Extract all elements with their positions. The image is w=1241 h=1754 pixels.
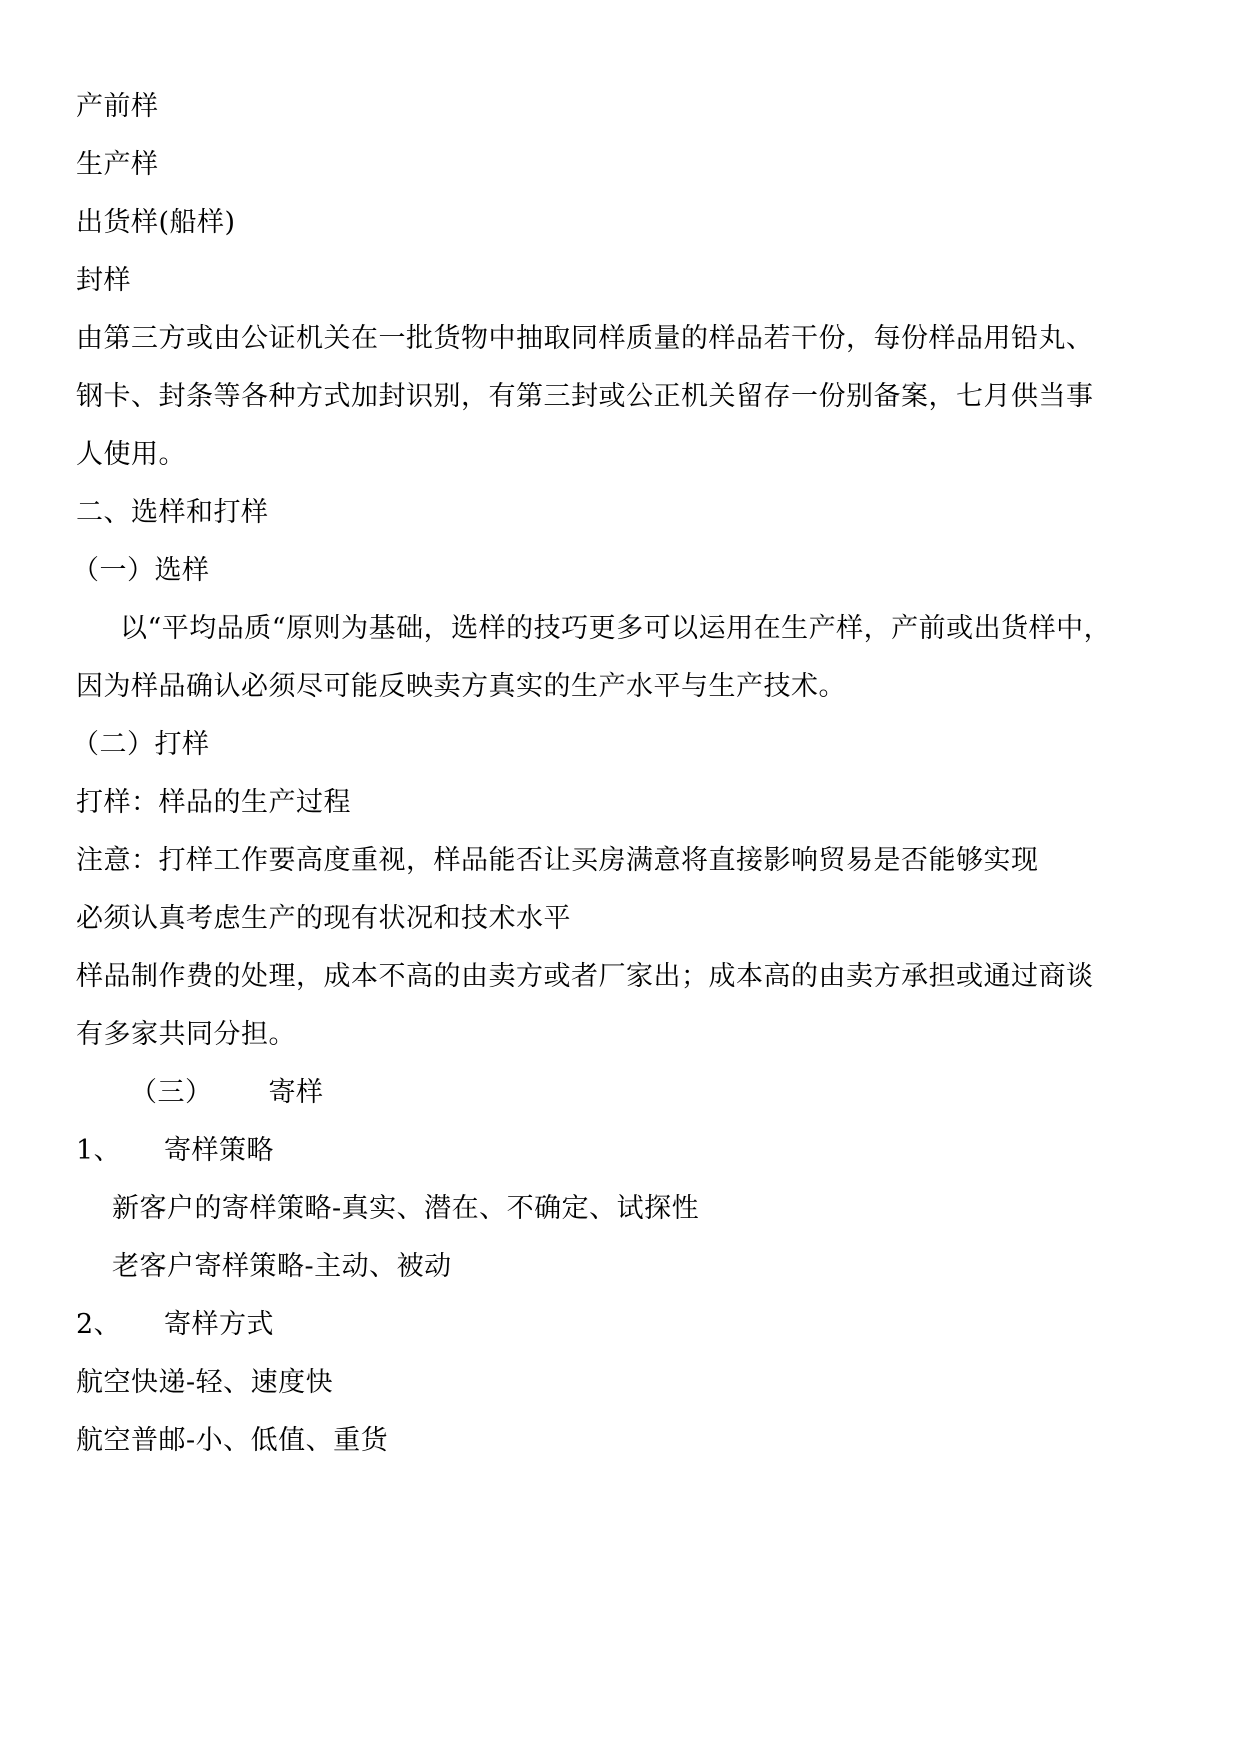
subsection-heading: （一）选样 xyxy=(72,555,210,586)
item-title: 寄样方式 xyxy=(164,1309,274,1340)
text-line: 老客户寄样策略-主动、被动 xyxy=(112,1251,452,1282)
text-line: 生产样 xyxy=(76,149,159,180)
section-heading: 二、选样和打样 xyxy=(76,497,269,528)
paragraph-line: 有多家共同分担。 xyxy=(76,1019,296,1050)
paragraph-line: 人使用。 xyxy=(76,439,186,470)
item-number: 2、 xyxy=(76,1309,122,1340)
text-line: 打样：样品的生产过程 xyxy=(76,787,351,818)
section-marker: （三） xyxy=(130,1077,213,1108)
subsection-heading xyxy=(130,1073,324,1113)
text-line: 注意：打样工作要高度重视，样品能否让买房满意将直接影响贸易是否能够实现 xyxy=(76,845,1039,876)
paragraph-line: 钢卡、封条等各种方式加封识别，有第三封或公正机关留存一份别备案，七月供当事 xyxy=(76,381,1094,412)
item-title: 寄样策略 xyxy=(164,1135,274,1166)
text-line: 航空快递-轻、速度快 xyxy=(76,1367,334,1398)
text-line: 航空普邮-小、低值、重货 xyxy=(76,1425,389,1456)
text-line: 新客户的寄样策略-真实、潜在、不确定、试探性 xyxy=(112,1193,700,1224)
subsection-heading: （二）打样 xyxy=(72,729,210,760)
numbered-item xyxy=(76,1131,274,1171)
paragraph-line: 以“平均品质“原则为基础，选样的技巧更多可以运用在生产样，产前或出货样中， xyxy=(120,613,1112,644)
text-line: 必须认真考虑生产的现有状况和技术水平 xyxy=(76,903,571,934)
text-line: 产前样 xyxy=(76,91,159,122)
section-title: 寄样 xyxy=(268,1077,324,1108)
paragraph-line: 样品制作费的处理，成本不高的由卖方或者厂家出；成本高的由卖方承担或通过商谈 xyxy=(76,961,1094,992)
text-line: 出货样(船样) xyxy=(76,207,236,238)
item-number: 1、 xyxy=(76,1135,122,1166)
text-line: 封样 xyxy=(76,265,131,296)
numbered-item xyxy=(76,1305,274,1345)
paragraph-line: 因为样品确认必须尽可能反映卖方真实的生产水平与生产技术。 xyxy=(76,671,846,702)
paragraph-line: 由第三方或由公证机关在一批货物中抽取同样质量的样品若干份，每份样品用铅丸、 xyxy=(76,323,1094,354)
